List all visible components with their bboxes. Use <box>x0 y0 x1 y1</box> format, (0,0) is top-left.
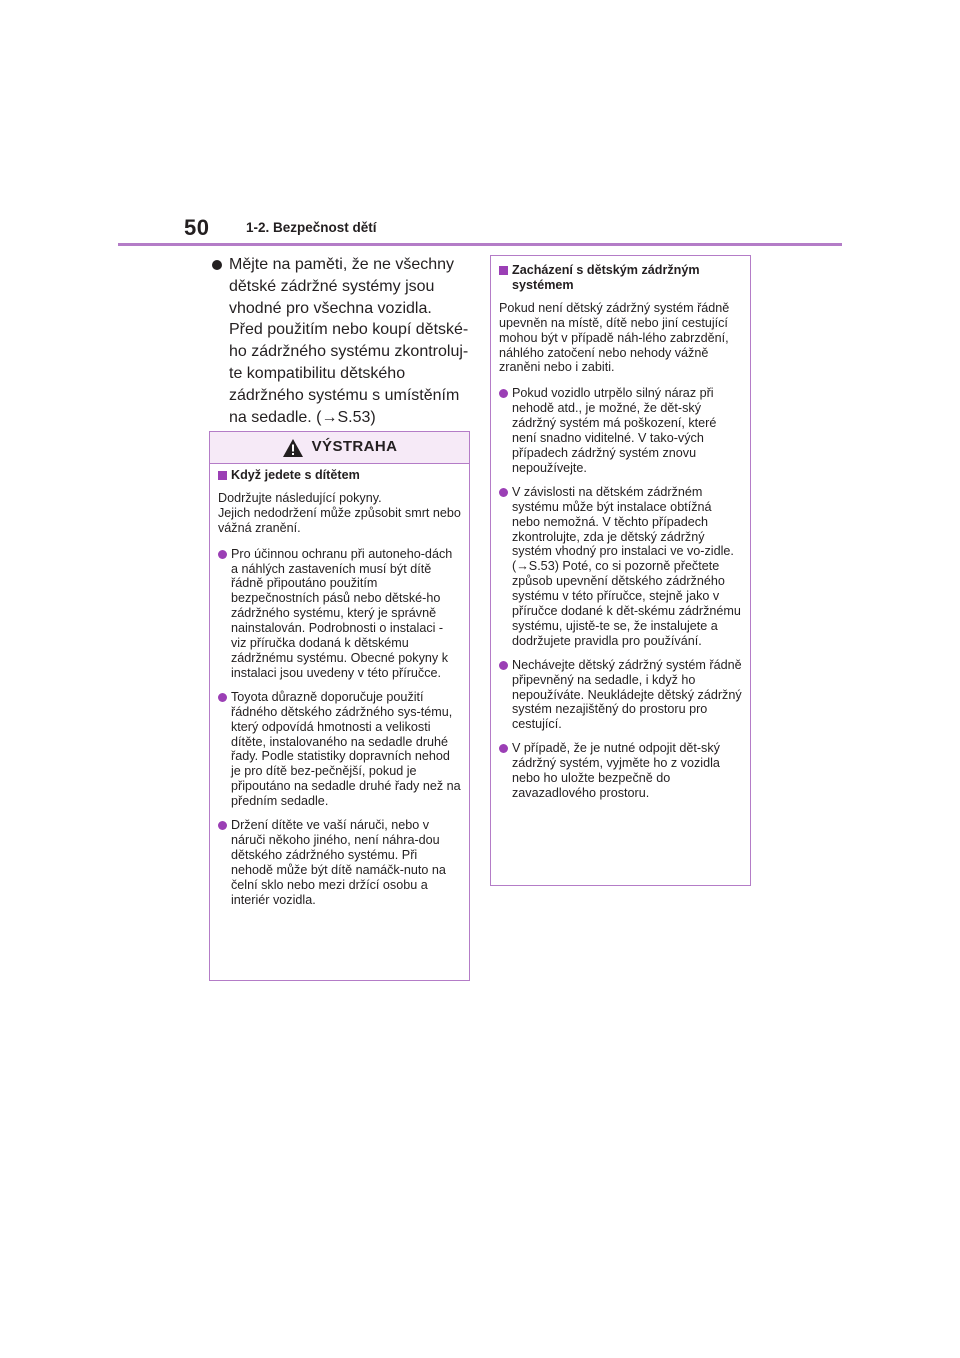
handling-bullet <box>499 658 742 733</box>
warning-bullet <box>218 547 461 681</box>
header-rule <box>118 243 842 246</box>
warning-header <box>210 432 469 464</box>
bullet-dot <box>218 821 227 830</box>
handling-bullet <box>499 741 742 801</box>
warning-content <box>210 464 469 907</box>
handling-intro: Pokud není dětský zádržný systém řádně upevněn na místě, dítě nebo jiní cestující mohou být v případě náh-lého zabrzdění, náhlého zatočení nebo nehody vážně zraněni nebo i zabiti. <box>499 300 730 375</box>
bullet-dot <box>218 550 227 559</box>
handling-bullet-text: Pokud vozidlo utrpělo silný náraz při nehodě atd., je možné, že dět-ský zádržný systém má poškození, které není snadno viditelné. V tako-vých případech zádržný systém znovu nepoužívejte. <box>512 386 717 475</box>
bullet-dot <box>218 693 227 702</box>
bullet-dot <box>212 260 222 270</box>
handling-title <box>499 263 742 293</box>
bullet-dot <box>499 661 508 670</box>
handling-box <box>490 255 751 886</box>
page-number: 50 <box>184 215 210 240</box>
intro-note <box>208 254 470 428</box>
warning-bullet-text: Pro účinnou ochranu při autoneho-dách a náhlých zastaveních musí být dítě řádně připoutáno použitím bezpečnostních pásů nebo dětské-ho zádržného systému, který je správně nainstalován. Podrobnosti o instalaci - viz příručka dodaná k dětskému zádržnému systému. Obecné pokyny k instalaci jsou uvedeny v této příručce. <box>231 546 453 680</box>
handling-bullet-text: V závislosti na dětském zádržném systému může být instalace obtížná nebo nemožná. V těchto případech zkontrolujte, zda je dětský zádržný systém vhodný pro instalaci ve vo-zidle. (→S.53) Poté, co si pozorně přečtete způsob upevnění dětského zádržného systému v této příručce, stejně jako v příručce dodané k dět-skému zádržnému systému, ujistě-te se, že instalujete a dodržujete pravidla pro používání. <box>512 484 741 648</box>
handling-bullet <box>499 485 742 649</box>
warning-intro-line: Jejich nedodržení může způsobit smrt nebo vážná zranění. <box>218 505 461 535</box>
handling-bullet-text: Nechávejte dětský zádržný systém řádně připevněný na sedadle, i když ho nepoužíváte. Neukládejte dětský zádržný systém nezajištěný do prostoru pro cestující. <box>512 657 742 732</box>
handling-bullet <box>499 386 742 475</box>
warning-triangle-icon <box>282 438 304 458</box>
warning-bullet-text: Držení dítěte ve vaší náruči, nebo v náruči někoho jiného, není náhra-dou dětského zádržného systému. Při nehodě může být dítě namáčk-nuto na čelní sklo nebo mezi držící osobu a interiér vozidla. <box>231 818 446 907</box>
handling-content <box>491 256 750 801</box>
bullet-dot <box>499 488 508 497</box>
warning-title <box>218 468 461 483</box>
warning-intro <box>218 491 461 536</box>
bullet-dot <box>499 389 508 398</box>
warning-box <box>209 431 470 981</box>
warning-bullet <box>218 690 461 809</box>
intro-text: Mějte na paměti, že ne všechny dětské zádržné systémy jsou vhodné pro všechna vozidla. Před použitím nebo koupí dětské-ho zádržného systému zkontroluj-te kompatibilitu dětského zádržného systému s umístěním na sedadle. (→S.53) <box>229 256 469 426</box>
square-marker <box>499 266 508 275</box>
handling-title-text: Zacházení s dětským zádržným systémem <box>512 263 700 292</box>
warning-intro-line: Dodržujte následující pokyny. <box>218 490 382 505</box>
square-marker <box>218 471 227 480</box>
warning-bullet-text: Toyota důrazně doporučuje použití řádného dětského zádržného sys-tému, který odpovídá hmotnosti a velikosti dítěte, instalovaného na sedadle druhé řady. Podle statistiky dopravních nehod je pro dítě bez-pečnější, pokud je připoutáno na sedadle druhé řady než na předním sedadle. <box>231 689 461 809</box>
warning-label: VÝSTRAHA <box>311 438 398 456</box>
section-title: 1-2. Bezpečnost dětí <box>246 220 377 235</box>
handling-bullet-text: V případě, že je nutné odpojit dět-ský zádržný systém, vyjměte ho z vozidla nebo ho uložte bezpečně do zavazadlového prostoru. <box>512 741 720 800</box>
bullet-dot <box>499 744 508 753</box>
warning-title-text: Když jedete s dítětem <box>231 468 360 482</box>
warning-bullet <box>218 818 461 907</box>
